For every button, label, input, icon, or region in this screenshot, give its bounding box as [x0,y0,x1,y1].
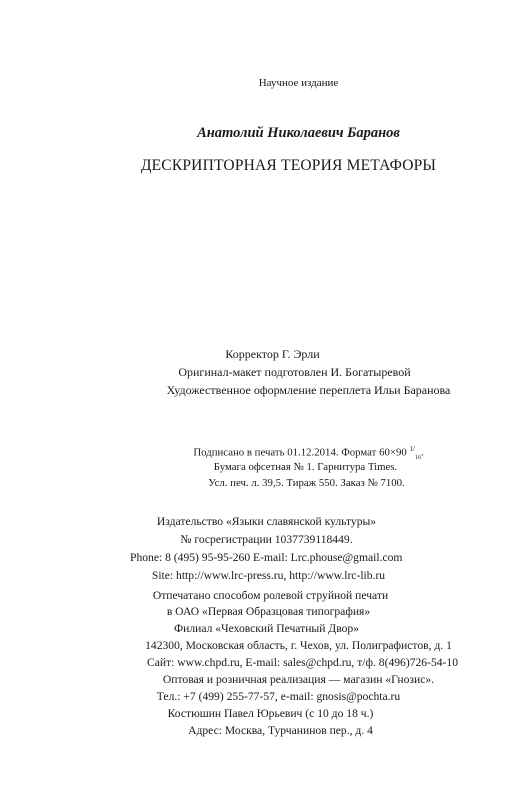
edition-label: Научное издание [258,77,339,89]
imprint-paper-font: Бумага офсетная № 1. Гарнитура Times. [213,461,398,473]
format-fraction-numerator: 1 [409,445,413,453]
publisher-registration: № госрегистрации 1037739118449. [180,533,353,546]
credit-layout: Оригинал-макет подготовлен И. Богатыревой [178,365,411,379]
printer-company: в ОАО «Первая Образцовая типография» [166,605,371,618]
credit-proofreader: Корректор Г. Эрли [225,347,320,361]
author-name: Анатолий Николаевич Баранов [197,125,400,141]
sales-phone-email: Тел.: +7 (499) 255-77-57, e-mail: gnosis@pochta.ru [156,690,401,703]
sales-contact-person: Костюшин Павел Юрьевич (с 10 до 18 ч.) [167,707,374,720]
book-title: ДЕСКРИПТОРНАЯ ТЕОРИЯ МЕТАФОРЫ [140,157,437,174]
printer-contacts: Сайт: www.chpd.ru, E-mail: sales@chpd.ru, т/ф. 8(496)726-54-10 [147,656,458,669]
imprint-sheets-run-order: Усл. печ. л. 39,5. Тираж 550. Заказ № 7100. [208,477,405,489]
imprint-print-date-format [50,445,517,461]
publisher-sites: Site: http://www.lrc-press.ru, http://www.lrc-lib.ru [151,569,386,582]
format-end-period: . [420,446,424,459]
printer-branch: Филиал «Чеховский Печатный Двор» [173,622,360,635]
publisher-contacts: Phone: 8 (495) 95-95-260 E-mail: Lrc.phouse@gmail.com [130,551,403,564]
format-fraction-denominator: 16 [414,454,421,461]
printer-method: Отпечатано способом ролевой струйной печати [152,589,389,602]
format-fraction-separator: / [412,445,415,453]
sales-address: Адрес: Москва, Турчанинов пер., д. 4 [188,724,373,737]
sales-store: Оптовая и розничная реализация — магазин «Гнозис». [162,673,435,686]
printer-address: 142300, Московская область, г. Чехов, ул. Полиграфистов, д. 1 [145,639,452,652]
imprint-format-text: Подписано в печать 01.12.2014. Формат 60×90 [193,446,407,459]
publisher-name: Издательство «Языки славянской культуры» [156,515,377,528]
credit-cover-design: Художественное оформление переплета Ильи Баранова [166,383,451,397]
